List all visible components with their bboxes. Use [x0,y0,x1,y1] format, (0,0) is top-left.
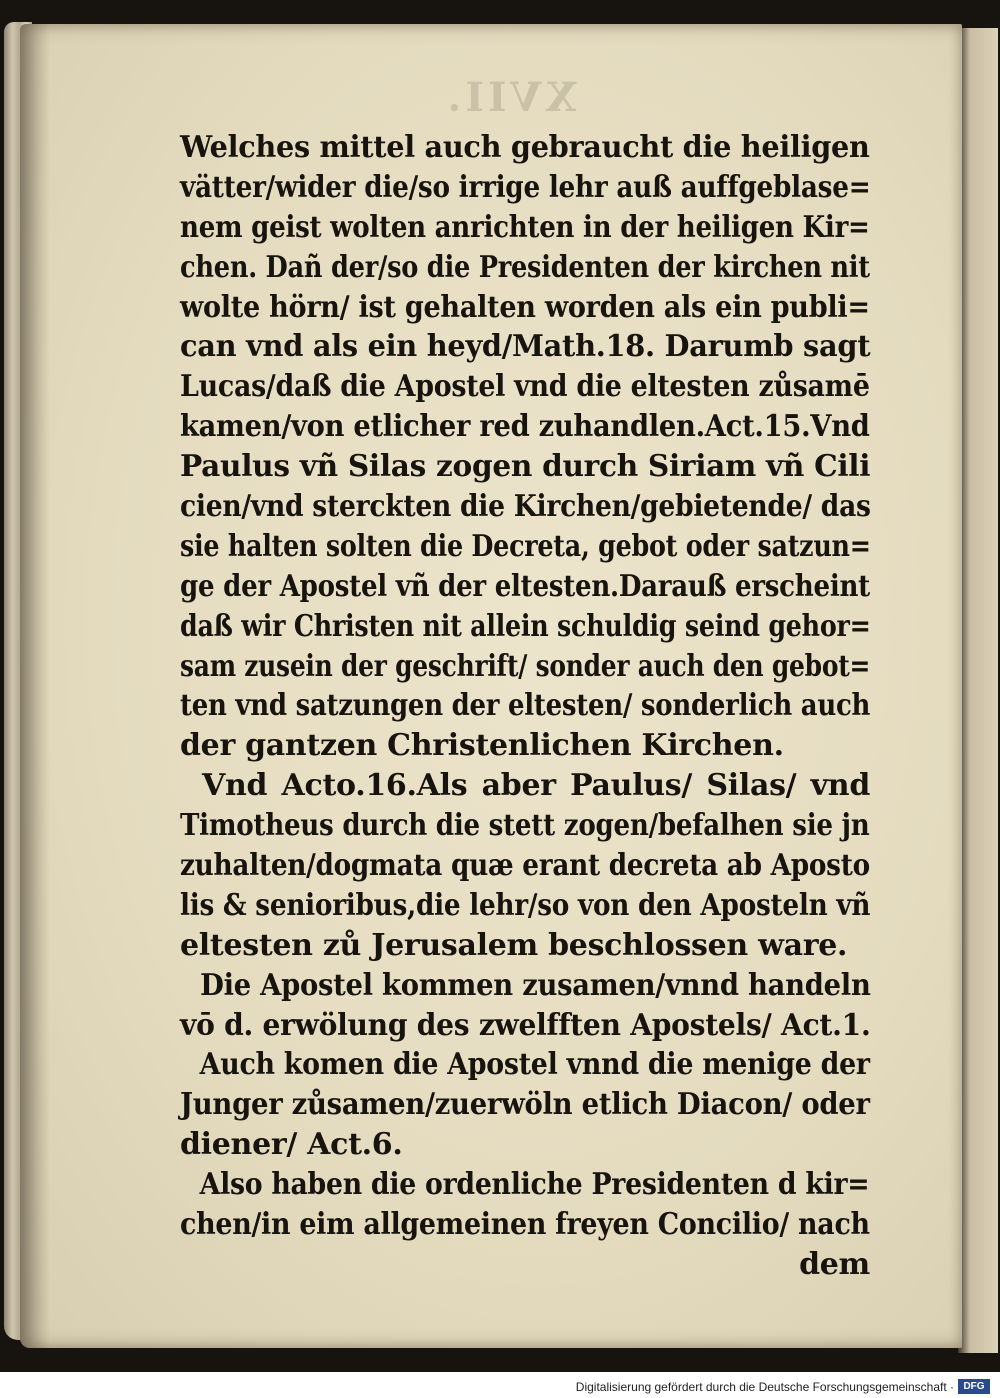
body-text [180,128,870,1285]
text-line: Timotheus durch die stett zogen/befalhen sie jn [180,808,870,844]
text-line: kamen/von etlicher red zuhandlen.Act.15.Vnd [180,409,870,445]
text-line: Vnd Acto.16.Als aber Paulus/ Silas/ vnd [202,768,870,804]
text-line: Auch komen die Apostel vnnd die menige der [199,1047,870,1083]
text-line: ge der Apostel vñ der eltesten.Darauß erscheint [180,568,870,604]
text-line: lis & senioribus,die lehr/so von den Aposteln vñ [180,887,871,923]
text-line: chen. Dañ der/so die Presidenten der kirchen nit [180,249,870,285]
dfg-logo: DFG [958,1379,990,1394]
text-line: sam zusein der geschrift/ sonder auch den gebot= [180,648,871,684]
text-line: Also haben die ordenliche Presidenten d kir= [199,1167,870,1203]
text-line: cien/vnd sterckten die Kirchen/gebietende/ das [180,489,871,525]
text-line: sie halten solten die Decreta, gebot oder satzun= [180,528,871,564]
adjacent-page-edge [958,28,998,1353]
text-line: diener/ Act.6. [180,1127,403,1163]
text-line: can vnd als ein heyd/Math.18. Darumb sagt [180,329,871,365]
text-line: dem [799,1246,870,1282]
text-line: der gantzen Christenlichen Kirchen. [180,728,784,764]
text-line: daß wir Christen nit allein schuldig seind gehor= [180,608,871,644]
text-line: Die Apostel kommen zusamen/vnnd handeln [200,967,871,1003]
gutter-shadow [20,24,50,1348]
page-folio-bleedthrough: XVII. [443,74,577,121]
text-line: Paulus vñ Silas zogen durch Siriam vñ Cili [180,449,871,485]
funding-credit: Digitalisierung gefördert durch die Deutsche Forschungsgemeinschaft · [575,1380,954,1394]
text-line: chen/in eim allgemeinen freyen Concilio/ nach [180,1207,870,1243]
text-line: vō d. erwölung des zwelfften Apostels/ Act.1. [180,1007,871,1043]
text-line: eltesten zů Jerusalem beschlossen ware. [180,927,848,963]
text-line: nem geist wolten anrichten in der heiligen Kir= [180,209,870,245]
text-line: ten vnd satzungen der eltesten/ sonderlich auch [180,688,871,724]
text-line: Welches mittel auch gebraucht die heiligen [180,130,870,165]
text-line: wolte hörn/ ist gehalten worden als ein publi= [180,289,870,325]
text-line: vätter/wider die/so irrige lehr auß auffgeblase= [180,169,871,205]
text-line: zuhalten/dogmata quæ erant decreta ab Aposto [180,848,870,884]
text-line: Junger zůsamen/zuerwöln etlich Diacon/ oder [180,1087,870,1123]
text-line: Lucas/daß die Apostel vnd die eltesten zůsamē [180,369,870,405]
